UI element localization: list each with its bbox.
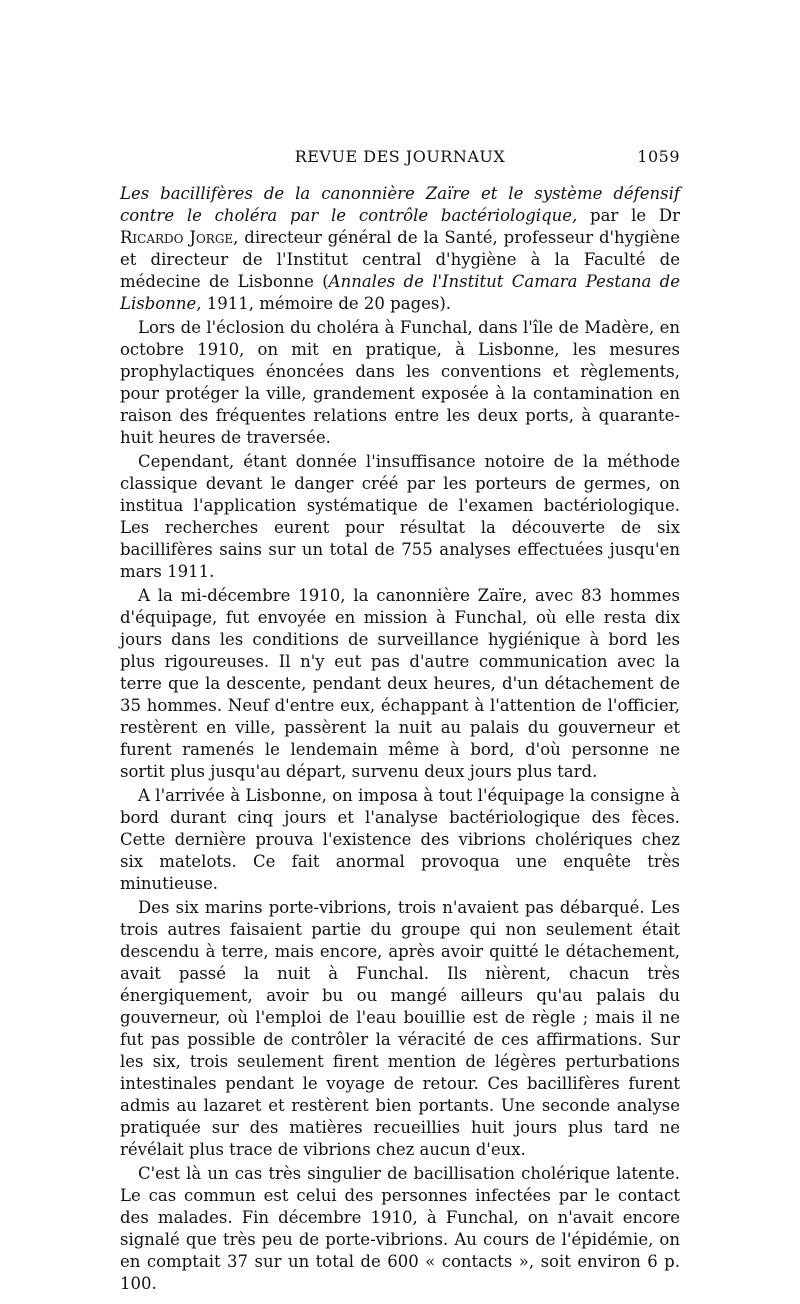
paragraph: A la mi-décembre 1910, la canonnière Zaïre, avec 83 hommes d'équipage, fut envoyée en mission à Funchal, où elle resta dix jours dans les conditions de surveillance hygiénique à bord les plus rigoureuses. Il n'y eut pas d'autre communication avec la terre que la descente, pendant deux heures, d'un détachement de 35 hommes. Neuf d'entre eux, échappant à l'attention de l'officier, restèrent en ville, passèrent la nuit au palais du gouverneur et furent ramenés le lendemain même à bord, d'où personne ne sortit plus jusqu'au départ, survenu deux jours plus tard. bbox=[120, 586, 680, 781]
paragraph: Cependant, étant donnée l'insuffisance notoire de la méthode classique devant le danger créé par les porteurs de germes, on institua l'application systématique de l'examen bactériologique. Les recherches eurent pour résultat la découverte de six bacillifères sains sur un total de 755 analyses effectuées jusqu'en mars 1911. bbox=[120, 452, 680, 581]
paragraph: C'est là un cas très singulier de bacillisation cholérique latente. Le cas commun est celui des personnes infectées par le contact des malades. Fin décembre 1910, à Funchal, on n'avait encore signalé que très peu de porte-vibrions. Au cours de l'épidémie, on en comptait 37 sur un total de 600 « contacts », soit environ 6 p. 100. bbox=[120, 1164, 680, 1293]
reference-by: par le Dr bbox=[577, 206, 680, 225]
running-head bbox=[120, 147, 680, 169]
article-body bbox=[120, 183, 680, 1297]
author-name: Ricardo Jorge, bbox=[120, 228, 239, 247]
bibliographic-reference bbox=[120, 183, 680, 315]
reference-details: 1911, mémoire de 20 pages). bbox=[201, 294, 452, 313]
paragraph: A l'arrivée à Lisbonne, on imposa à tout l'équipage la consigne à bord durant cinq jours et l'analyse bactériologique des fèces. Cette dernière prouva l'existence des vibrions cholériques chez six matelots. Ce fait anormal provoqua une enquête très minutieuse. bbox=[120, 786, 680, 893]
paragraph: Des six marins porte-vibrions, trois n'avaient pas débarqué. Les trois autres faisaient partie du groupe qui non seulement était descendu à terre, mais encore, après avoir quitté le détachement, avait passé la nuit à Funchal. Ils nièrent, chacun très énergiquement, avoir bu ou mangé ailleurs qu'au palais du gouverneur, où l'emploi de l'eau bouillie est de règle ; mais il ne fut pas possible de contrôler la véracité de ces affirmations. Sur les six, trois seulement firent mention de légères perturbations intestinales pendant le voyage de retour. Ces bacillifères furent admis au lazaret et restèrent bien portants. Une seconde analyse pratiquée sur des matières recueillies huit jours plus tard ne révélait plus trace de vibrions chez aucun d'eux. bbox=[120, 898, 680, 1159]
paragraph: Lors de l'éclosion du choléra à Funchal, dans l'île de Madère, en octobre 1910, on mit en pratique, à Lisbonne, les mesures prophylactiques énoncées dans les conventions et règlements, pour protéger la ville, grandement exposée à la contamination en raison des fréquentes relations entre les deux ports, à quarante-huit heures de traversée. bbox=[120, 318, 680, 447]
author-affiliation: directeur général de la Santé, professeur d'hygiène et directeur de l'Institut central d'hygiène à la Faculté de médecine de Lisbonne ( bbox=[120, 228, 680, 291]
article-title: Les bacillifères de la canonnière Zaïre et le système défensif contre le choléra par le contrôle bactériologique, bbox=[120, 184, 680, 225]
running-title: REVUE DES JOURNAUX bbox=[294, 147, 506, 166]
page-number: 1059 bbox=[637, 147, 680, 166]
journal-title: Annales de l'Institut Camara Pestana de Lisbonne, bbox=[120, 272, 680, 313]
